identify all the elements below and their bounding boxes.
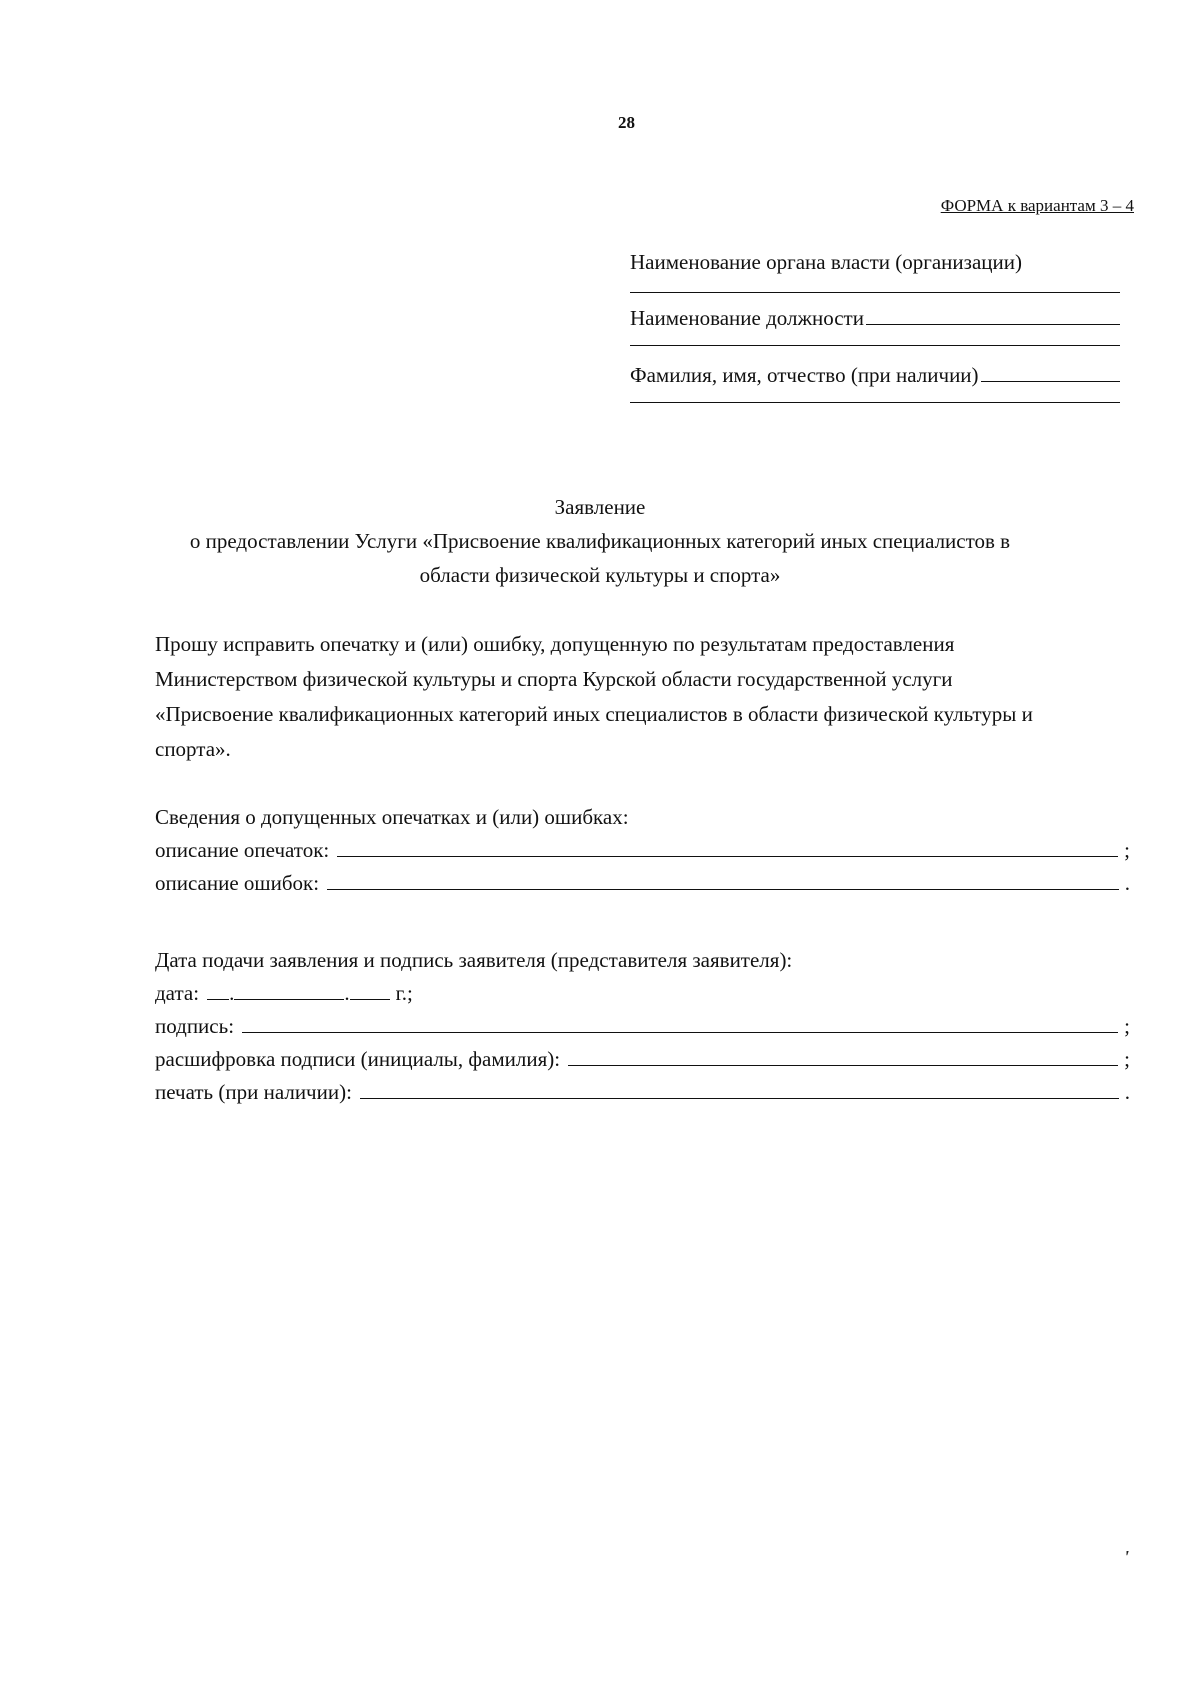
position-field[interactable] (866, 324, 1120, 325)
signature-label: подпись: (155, 1014, 235, 1038)
form-reference: ФОРМА к вариантам 3 – 4 (940, 196, 1134, 215)
typos-label: описание опечаток: (155, 838, 330, 862)
signature-row (155, 1006, 1130, 1039)
date-dot-1: . (229, 981, 235, 1005)
position-label: Наименование должности (630, 306, 864, 330)
title-subtitle-line1: о предоставлении Услуги «Присвоение квалификационных категорий иных специалистов в (189, 529, 1011, 553)
page-number: 28 (618, 113, 635, 132)
addressee-block (630, 250, 1120, 403)
errors-heading-row (155, 797, 1130, 830)
request-line4: спорта». (155, 737, 231, 761)
request-line3: «Присвоение квалификационных категорий иных специалистов в области физической культуры и (155, 702, 1033, 726)
date-month-field[interactable] (234, 999, 344, 1000)
date-suffix: г.; (395, 981, 413, 1005)
position-line (630, 301, 1120, 331)
stamp-field[interactable] (360, 1098, 1119, 1099)
date-row (155, 973, 1130, 1006)
date-dot-2: . (344, 981, 350, 1005)
margin-mark: ' (1124, 1547, 1130, 1567)
title-subtitle-line2: области физической культуры и спорта» (419, 563, 781, 587)
errors-row (155, 863, 1130, 896)
authority-label: Наименование органа власти (организации) (630, 250, 1022, 274)
stamp-label: печать (при наличии): (155, 1080, 352, 1104)
errors-heading: Сведения о допущенных опечатках и (или) ошибках: (155, 805, 629, 829)
decryption-end: ; (1124, 1047, 1130, 1071)
errors-section (155, 797, 1130, 896)
signature-field[interactable] (242, 1032, 1118, 1033)
decryption-label: расшифровка подписи (инициалы, фамилия): (155, 1047, 561, 1071)
authority-label-line (630, 250, 1120, 280)
errors-label: описание ошибок: (155, 871, 320, 895)
request-line1: Прошу исправить опечатку и (или) ошибку, допущенную по результатам предоставления (155, 632, 955, 656)
typos-row (155, 830, 1130, 863)
errors-end: . (1124, 871, 1130, 895)
signature-section (155, 940, 1130, 1105)
authority-field[interactable] (630, 292, 1120, 293)
title-heading: Заявление (554, 495, 646, 519)
signature-heading-row (155, 940, 1130, 973)
date-day-field[interactable] (207, 999, 229, 1000)
position-field-extra[interactable] (630, 345, 1120, 346)
name-line (630, 358, 1120, 388)
date-label: дата: (155, 981, 200, 1005)
signature-heading: Дата подачи заявления и подпись заявителя (представителя заявителя): (155, 948, 793, 972)
decryption-field[interactable] (568, 1065, 1118, 1066)
decryption-row (155, 1039, 1130, 1072)
name-field-extra[interactable] (630, 402, 1120, 403)
typos-end: ; (1124, 838, 1130, 862)
request-line2: Министерством физической культуры и спорта Курской области государственной услуги (155, 667, 953, 691)
typos-field[interactable] (337, 856, 1118, 857)
name-label: Фамилия, имя, отчество (при наличии) (630, 363, 979, 387)
request-paragraph (155, 627, 1130, 767)
signature-end: ; (1124, 1014, 1130, 1038)
application-title (150, 490, 1050, 592)
errors-field[interactable] (327, 889, 1119, 890)
date-year-field[interactable] (350, 999, 390, 1000)
name-field[interactable] (981, 381, 1120, 382)
stamp-row (155, 1072, 1130, 1105)
stamp-end: . (1124, 1080, 1130, 1104)
